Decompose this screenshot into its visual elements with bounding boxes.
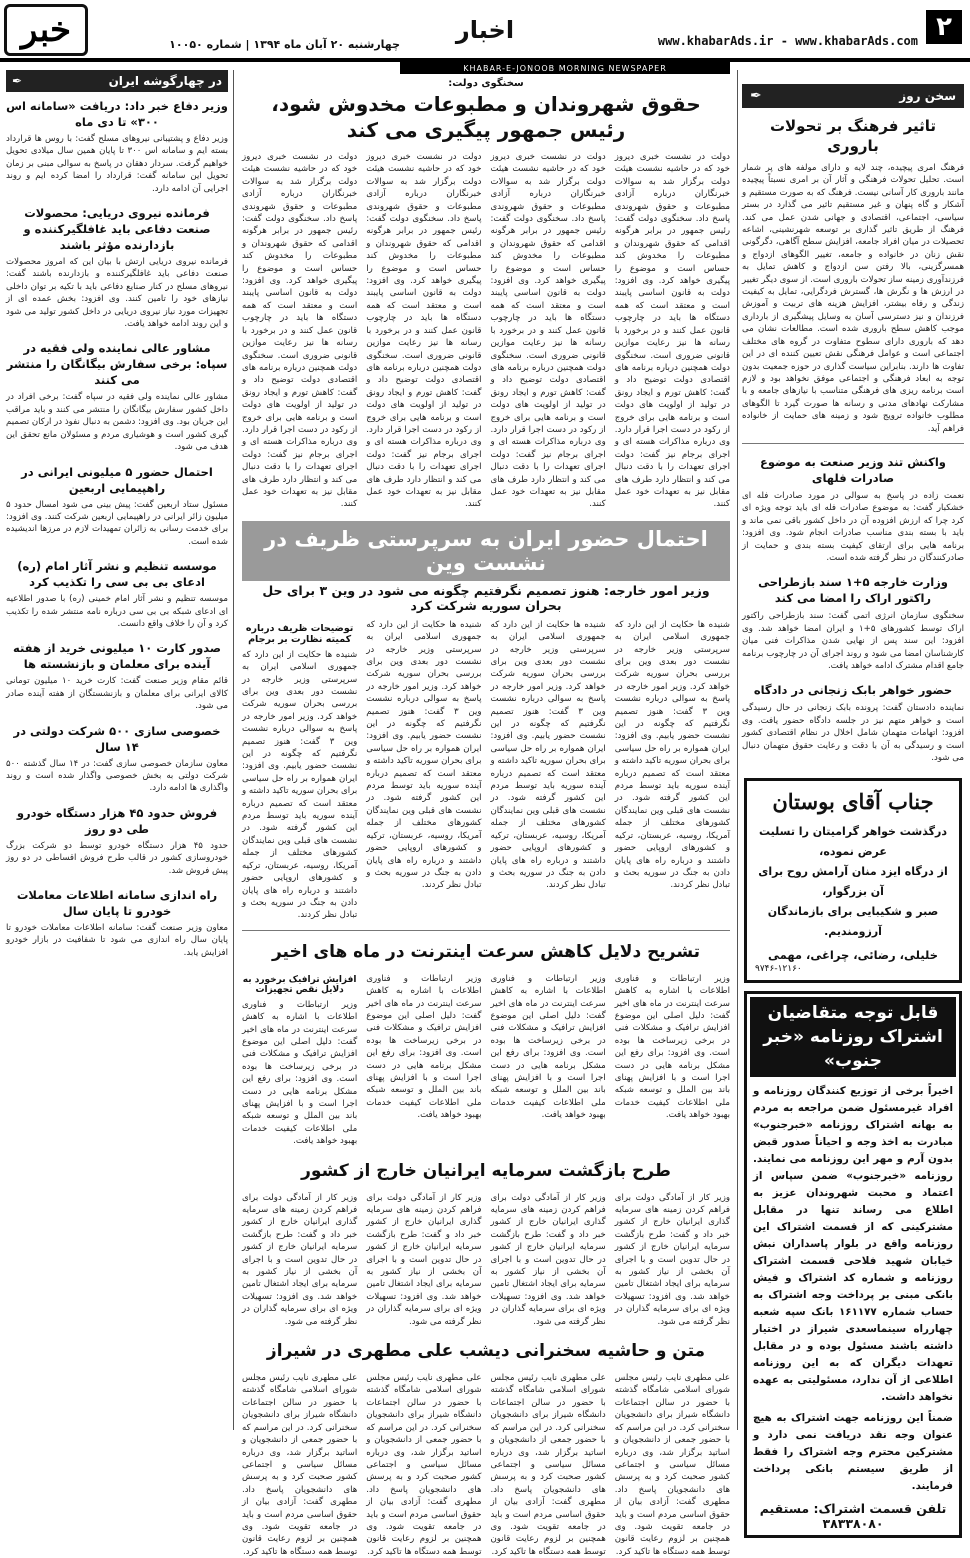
main-headline: حقوق شهروندان و مطبوعات مخدوش شود، رئیس جمهور پیگیری می کند (271, 92, 701, 142)
news-body: حدود ۴۵ هزار دستگاه خودرو توسط دو شرکت بزرگ خودروسازی کشور در قالب طرح فروش اقساطی در دو روز پیش فروش شد. (6, 840, 228, 876)
divider (742, 443, 964, 444)
subscription-ad-phone: تلفن قسمت اشتراک: مستقیم ۳۸۳۳۸۰۸۰ (759, 1501, 947, 1532)
english-band: KHABAR-E-JONOOB MORNING NEWSPAPER (400, 62, 730, 74)
iran-news-tab-label: در چهارگوشه ایران (108, 74, 222, 88)
vienna-story-text: شنیده ها حکایت از این دارد که جمهوری اسلامی ایران به سرپرستی وزیر خارجه در نشست دور بعدی وین برای بررسی بحران سوریه شرکت خواهد کرد. وزیر امور خارجه در پاسخ به سوالی درباره نشست وین ۳ گفت: هنوز تصمیم نگرفتیم که چگونه در این نشست حضور یابیم. وی افزود: ایران همواره بر راه حل سیاسی برای بحران سوریه تاکید داشته و معتقد است که تصمیم درباره آینده سوریه باید توسط مردم این کشور گرفته شود. در نشست های قبلی وین نمایندگان کشورهای مختلف از جمله آمریکا، روسیه، عربستان، ترکیه و کشورهای اروپایی حضور داشتند و درباره راه های پایان دادن به جنگ در سوریه بحث و تبادل نظر کردند. (242, 649, 358, 921)
left-column (6, 70, 228, 1430)
main-story-text: دولت در نشست خبری دیروز خود که در حاشیه نشست هیئت دولت برگزار شد به سوالات خبرنگاران درباره آزادی مطبوعات و حقوق شهروندی پاسخ داد. سخنگوی دولت گفت: رئیس جمهور در برابر هرگونه اقدامی که حقوق شهروندان و مطبوعات را مخدوش کند حساس است و موضوع را پیگیری خواهد کرد. وی افزود: دولت به قانون اساسی پایبند است و معتقد است که همه دستگاه ها باید در چارچوب قانون عمل کنند و در برخورد با رسانه ها نیز رعایت موازین قانونی ضروری است. سخنگوی دولت همچنین درباره برنامه های اقتصادی دولت توضیح داد و گفت: کاهش تورم و ایجاد رونق در تولید از اولویت های دولت است و برنامه هایی برای خروج از رکود در دست اجرا قرار دارد. وی درباره مذاکرات هسته ای و اجرای برجام نیز گفت: دولت اجرای تعهدات را با دقت دنبال می کند و انتظار دارد طرف های مقابل نیز به تعهدات خود عمل کنند. (242, 152, 358, 510)
news-headline: مشاور عالی نماینده ولی فقیه در سپاه: برخی سفارش بیگانگان را منتشر می کنند (6, 341, 228, 388)
main-story-text: دولت در نشست خبری دیروز خود که در حاشیه نشست هیئت دولت برگزار شد به سوالات خبرنگاران درباره آزادی مطبوعات و حقوق شهروندی پاسخ داد. سخنگوی دولت گفت: رئیس جمهور در برابر هرگونه اقدامی که حقوق شهروندان و مطبوعات را مخدوش کند حساس است و موضوع را پیگیری خواهد کرد. وی افزود: دولت به قانون اساسی پایبند است و معتقد است که همه دستگاه ها باید در چارچوب قانون عمل کنند و در برخورد با رسانه ها نیز رعایت موازین قانونی ضروری است. سخنگوی دولت همچنین درباره برنامه های اقتصادی دولت توضیح داد و گفت: کاهش تورم و ایجاد رونق در تولید از اولویت های دولت است و برنامه هایی برای خروج از رکود در دست اجرا قرار دارد. وی درباره مذاکرات هسته ای و اجرای برجام نیز گفت: دولت اجرای تعهدات را با دقت دنبال می کند و انتظار دارد طرف های مقابل نیز به تعهدات خود عمل کنند. (490, 152, 606, 510)
condolence-title: جناب آقای بوستان (772, 789, 934, 815)
vienna-story-text: شنیده ها حکایت از این دارد که جمهوری اسلامی ایران به سرپرستی وزیر خارجه در نشست دور بعدی وین برای بررسی بحران سوریه شرکت خواهد کرد. وزیر امور خارجه در پاسخ به سوالی درباره نشست وین ۳ گفت: هنوز تصمیم نگرفتیم که چگونه در این نشست حضور یابیم. وی افزود: ایران همواره بر راه حل سیاسی برای بحران سوریه تاکید داشته و معتقد است که تصمیم درباره آینده سوریه باید توسط مردم این کشور گرفته شود. در نشست های قبلی وین نمایندگان کشورهای مختلف از جمله آمریکا، روسیه، عربستان، ترکیه و کشورهای اروپایی حضور داشتند و درباره راه های پایان دادن به جنگ در سوریه بحث و تبادل نظر کردند. (366, 619, 482, 891)
shiraz-story-text: علی مطهری نایب رئیس مجلس شورای اسلامی شامگاه گذشته با حضور در سالن اجتماعات دانشگاه شیراز برای دانشجویان سخنرانی کرد. در این مراسم که با حضور جمعی از دانشجویان و اساتید برگزار شد، وی درباره مسائل سیاسی و اجتماعی کشور صحبت کرد و به پرسش های دانشجویان پاسخ داد. مطهری گفت: آزادی بیان از حقوق اساسی مردم است و باید در جامعه تقویت شود. وی همچنین بر لزوم رعایت قانون توسط همه دستگاه ها تاکید کرد. (366, 1373, 482, 1557)
pen-icon: ✒ (750, 88, 762, 104)
news-body: معاون سازمان خصوصی سازی گفت: در ۱۴ سال گذشته ۵۰۰ شرکت دولتی به بخش خصوصی واگذار شده است و روند واگذاری ها ادامه دارد. (6, 758, 228, 794)
news-headline: واکنش تند وزیر صنعت به موضوع صادرات فلهای (760, 454, 946, 485)
condolence-signers: خلیلی، رضائی، چراغی، مهمی (767, 948, 939, 963)
page-number: ۲ (926, 10, 962, 44)
internet-story-text: وزیر ارتباطات و فناوری اطلاعات با اشاره به کاهش سرعت اینترنت در ماه های اخیر گفت: دلیل اصلی این موضوع افزایش ترافیک و مشکلات فنی در برخی زیرساخت ها بوده است. وی افزود: برای رفع این مشکل برنامه هایی در دست اجرا است و با افزایش پهنای باند بین الملل و توسعه شبکه ملی اطلاعات کیفیت خدمات بهبود خواهد یافت. (366, 973, 482, 1121)
subscription-ad-title: قابل توجه متقاضیان (767, 1003, 939, 1024)
news-headline: حضور خواهر بابک زنجانی در دادگاه (753, 683, 953, 698)
vienna-banner: احتمال حضور ایران به سرپرستی ظریف در نشست وین (242, 521, 730, 581)
capital-story-columns (242, 1192, 730, 1328)
editorial-headline: تاثیر فرهنگ بر تحولات باروری (769, 117, 937, 155)
news-body: نعمت زاده در پاسخ به سوالی در مورد صادرات فله ای خشکبار گفت: به موضوع صادرات فله ای باید توجه ویژه ای کرد چرا که ارزش افزوده آن در داخل کشور باقی نمی ماند و باید با بسته بندی مناسب صادرات انجام شود. وی افزود: برنامه هایی برای ارتقای کیفیت بسته بندی و حمایت از صادرکنندگان در نظر گرفته شده است. (742, 490, 964, 563)
news-headline: موسسه تنظیم و نشر آثار امام (ره) ادعای بی بی سی را تکذیب کرد (17, 559, 217, 590)
editorial-tab (742, 84, 964, 108)
logo-text: خبر (4, 4, 88, 56)
shiraz-story-text: علی مطهری نایب رئیس مجلس شورای اسلامی شامگاه گذشته با حضور در سالن اجتماعات دانشگاه شیراز برای دانشجویان سخنرانی کرد. در این مراسم که با حضور جمعی از دانشجویان و اساتید برگزار شد، وی درباره مسائل سیاسی و اجتماعی کشور صحبت کرد و به پرسش های دانشجویان پاسخ داد. مطهری گفت: آزادی بیان از حقوق اساسی مردم است و باید در جامعه تقویت شود. وی همچنین بر لزوم رعایت قانون توسط همه دستگاه ها تاکید کرد. (242, 1373, 358, 1557)
website-url[interactable]: www.khabarAds.ir - www.khabarAds.com (657, 34, 918, 48)
news-body: قائم مقام وزیر صنعت گفت: کارت خرید ۱۰ میلیون تومانی کالای ایرانی برای معلمان و بازنشستگان از هفته آینده صادر می شود. (6, 676, 228, 712)
capital-story-text: وزیر کار از آمادگی دولت برای فراهم کردن زمینه های سرمایه گذاری ایرانیان خارج از کشور خبر داد و گفت: طرح بازگشت سرمایه ایرانیان خارج از کشور در حال تدوین است و با اجرای آن بخشی از نیاز کشور به سرمایه برای ایجاد اشتغال تامین خواهد شد. وی افزود: تسهیلات ویژه ای برای سرمایه گذاران در نظر گرفته می شود. (366, 1192, 482, 1327)
internet-story-text: وزیر ارتباطات و فناوری اطلاعات با اشاره به کاهش سرعت اینترنت در ماه های اخیر گفت: دلیل اصلی این موضوع افزایش ترافیک و مشکلات فنی در برخی زیرساخت ها بوده است. وی افزود: برای رفع این مشکل برنامه هایی در دست اجرا است و با افزایش پهنای باند بین الملل و توسعه شبکه ملی اطلاعات کیفیت خدمات بهبود خواهد یافت. (490, 973, 606, 1121)
right-column (742, 70, 964, 1532)
capital-story-text: وزیر کار از آمادگی دولت برای فراهم کردن زمینه های سرمایه گذاری ایرانیان خارج از کشور خبر داد و گفت: طرح بازگشت سرمایه ایرانیان خارج از کشور در حال تدوین است و با اجرای آن بخشی از نیاز کشور به سرمایه برای ایجاد اشتغال تامین خواهد شد. وی افزود: تسهیلات ویژه ای برای سرمایه گذاران در نظر گرفته می شود. (614, 1192, 730, 1327)
column-divider (737, 70, 738, 1430)
story-kicker: سخنگوی دولت: (448, 78, 524, 89)
divider (242, 930, 730, 931)
internet-story-columns (242, 973, 730, 1148)
internet-story-text: وزیر ارتباطات و فناوری اطلاعات با اشاره به کاهش سرعت اینترنت در ماه های اخیر گفت: دلیل اصلی این موضوع افزایش ترافیک و مشکلات فنی در برخی زیرساخت ها بوده است. وی افزود: برای رفع این مشکل برنامه هایی در دست اجرا است و با افزایش پهنای باند بین الملل و توسعه شبکه ملی اطلاعات کیفیت خدمات بهبود خواهد یافت. (242, 999, 358, 1147)
subscription-ad-header (750, 997, 956, 1077)
news-body: معاون وزیر صنعت گفت: سامانه اطلاعات معاملات خودرو تا پایان سال راه اندازی می شود تا شفافیت در بازار خودرو افزایش یابد. (6, 923, 228, 958)
main-story-text: دولت در نشست خبری دیروز خود که در حاشیه نشست هیئت دولت برگزار شد به سوالات خبرنگاران درباره آزادی مطبوعات و حقوق شهروندی پاسخ داد. سخنگوی دولت گفت: رئیس جمهور در برابر هرگونه اقدامی که حقوق شهروندان و مطبوعات را مخدوش کند حساس است و موضوع را پیگیری خواهد کرد. وی افزود: دولت به قانون اساسی پایبند است و معتقد است که همه دستگاه ها باید در چارچوب قانون عمل کنند و در برخورد با رسانه ها نیز رعایت موازین قانونی ضروری است. سخنگوی دولت همچنین درباره برنامه های اقتصادی دولت توضیح داد و گفت: کاهش تورم و ایجاد رونق در تولید از اولویت های دولت است و برنامه هایی برای خروج از رکود در دست اجرا قرار دارد. وی درباره مذاکرات هسته ای و اجرای برجام نیز گفت: دولت اجرای تعهدات را با دقت دنبال می کند و انتظار دارد طرف های مقابل نیز به تعهدات خود عمل کنند. (366, 152, 482, 510)
vienna-story-text: شنیده ها حکایت از این دارد که جمهوری اسلامی ایران به سرپرستی وزیر خارجه در نشست دور بعدی وین برای بررسی بحران سوریه شرکت خواهد کرد. وزیر امور خارجه در پاسخ به سوالی درباره نشست وین ۳ گفت: هنوز تصمیم نگرفتیم که چگونه در این نشست حضور یابیم. وی افزود: ایران همواره بر راه حل سیاسی برای بحران سوریه تاکید داشته و معتقد است که تصمیم درباره آینده سوریه باید توسط مردم این کشور گرفته شود. در نشست های قبلی وین نمایندگان کشورهای مختلف از جمله آمریکا، روسیه، عربستان، ترکیه و کشورهای اروپایی حضور داشتند و درباره راه های پایان دادن به جنگ در سوریه بحث و تبادل نظر کردند. (614, 619, 730, 891)
internet-subsection-title: افزایش ترافیک برخورد به دلایل نقص تجهیزات (242, 974, 357, 995)
pen-icon: ✒ (12, 74, 23, 88)
subscription-ad (744, 991, 962, 1538)
news-headline: احتمال حضور ۵ میلیونی ایرانی در راهپیمایی اربعین (21, 464, 213, 495)
masthead (0, 0, 970, 60)
news-body: سخنگوی سازمان انرژی اتمی گفت: سند بازطراحی راکتور اراک توسط کشورهای ۵+۱ و ایران امضا خواهد شد. وی افزود: این سند پس از نهایی شدن مذاکرات فنی میان کارشناسان امضا می شود و روند اجرای آن در چارچوب برنامه جامع اقدام مشترک ادامه خواهد یافت. (742, 611, 964, 671)
editorial-body: فرهنگ امری پیچیده، چند لایه و دارای مولفه های پر شمار است. تحلیل تحولات فرهنگی و آثار آن بر امری نسبتاً پیچیده مانند باروری کار آسانی نیست. فرهنگ که به صورت مستقیم و آشکار و گاه پنهان و غیر مستقیم تاثیر می گذارد در بستر سیاسی، اجتماعی، اقتصادی و جهانی شدن عمل می کند. فرهنگ از طریق تاثیر گذاری بر توسعه شهرنشینی، اشاعه تحصیلات در میان افراد جامعه، افزایش سطح آگاهی، دگرگونی نقش زنان در خانواده و جامعه، تغییر الگوهای ازدواج و همسرگزینی، بالا رفتن سن ازدواج و کاهش تمایل به فرزندآوری زمینه ساز تحولات باروری است. از سوی دیگر تغییر در ارزش ها و نگرش ها، گسترش فردگرایی، تمایل به کیفیت زندگی و رفاه بیشتر، افزایش هزینه های تربیت و آموزش فرزندان و نیز دسترسی آسان به وسایل پیشگیری از بارداری موجب کاهش سطح باروری شده است. مطالعات نشان می دهد که باروری دارای سطوح متفاوت در گروه های مختلف اجتماعی است و عوامل فرهنگی نقش تعیین کننده ای در این تفاوت ها دارند. بنابراین سیاست گذاری در حوزه جمعیت بدون توجه به ابعاد فرهنگی و اجتماعی موفق نخواهد بود و لازم است برنامه ریزی های فرهنگی متناسب با نیازهای جامعه و با مشارکت نهادهای مدنی و رسانه ها صورت گیرد تا الگوهای مطلوب خانواده ترویج شود و زمینه های حمایت از خانواده فراهم آید. (742, 163, 964, 434)
news-body: موسسه تنظیم و نشر آثار امام خمینی (ره) با صدور اطلاعیه ای ادعای شبکه بی بی سی درباره نامه منتشر شده را تکذیب کرد و آن را خلاف واقع دانست. (6, 594, 228, 629)
section-title: اخبار (455, 16, 515, 44)
issue-line: چهارشنبه ۲۰ آبان ماه ۱۳۹۴ | شماره ۱۰۰۵۰ (169, 38, 400, 51)
vienna-subsection-title: توضیحات ظریف درباره کمیته نظارت بر برجام (245, 622, 354, 645)
news-headline: فرمانده نیروی دریایی: محصولات صنعت دفاعی باید غافلگیرکننده و بازدارنده مؤثر باشند (23, 206, 211, 253)
capital-headline: طرح بازگشت سرمایه ایرانیان خارج از کشور (301, 1160, 671, 1181)
shiraz-story-columns (242, 1372, 730, 1558)
news-headline: وزیر دفاع خبر داد: دریافت «سامانه اس ۳۰۰» تا دی ماه (6, 99, 228, 129)
news-body: مشاور عالی نماینده ولی فقیه در سپاه گفت: برخی افراد در داخل کشور سفارش بیگانگان را منتشر می کنند و باید مراقب این جریان بود. وی افزود: دشمن به دنبال نفوذ در ارکان تصمیم گیری کشور است و هوشیاری مردم و مسئولان مانع تحقق این هدف می شود. (6, 392, 228, 453)
subscription-ad-subtitle: اشتراک روزنامه «خبر جنوب» (763, 1027, 943, 1072)
internet-story-text: وزیر ارتباطات و فناوری اطلاعات با اشاره به کاهش سرعت اینترنت در ماه های اخیر گفت: دلیل اصلی این موضوع افزایش ترافیک و مشکلات فنی در برخی زیرساخت ها بوده است. وی افزود: برای رفع این مشکل برنامه هایی در دست اجرا است و با افزایش پهنای باند بین الملل و توسعه شبکه ملی اطلاعات کیفیت خدمات بهبود خواهد یافت. (614, 973, 730, 1121)
vienna-story-columns (242, 619, 730, 922)
condolence-line: صبر و شکیبایی برای بازماندگان آرزومندیم. (767, 905, 939, 939)
news-body: فرمانده نیروی دریایی ارتش با بیان این که امروز محصولات صنعت دفاعی باید غافلگیرکننده و بازدارنده باشند گفت: نیروهای مسلح در کنار صنایع دفاعی باید با تکیه بر توان داخلی نیازهای خود را تامین کنند. وی افزود: بخش عمده ای از تجهیزات مورد نیاز نیروی دریایی در داخل کشور تولید می شود و این روند ادامه خواهد یافت. (6, 257, 228, 330)
column-divider (233, 70, 234, 1430)
news-body: نماینده دادستان گفت: پرونده بابک زنجانی در حال رسیدگی است و خواهر متهم نیز در جلسه دادگاه حضور یافت. وی افزود: اتهامات متهمان شامل اخلال در نظام اقتصادی کشور است و رسیدگی به آن با دقت و رعایت حقوق متهمان دنبال می شود. (742, 703, 964, 764)
news-headline: راه اندازی سامانه اطلاعات معاملات خودرو تا پایان سال (16, 888, 218, 918)
news-headline: خصوصی سازی ۵۰۰ شرکت دولتی در ۱۴ سال (13, 723, 221, 754)
condolence-line: درگذشت خواهر گرامیتان را تسلیت عرض نموده، (759, 825, 947, 859)
newspaper-logo (4, 4, 88, 56)
subscription-ad-note: ضمناً این روزنامه جهت اشتراک به هیچ عنوان وجه نقد دریافت نمی دارد و مشترکین محترم وجه اشتراک را فقط از طریق سیستم بانکی پرداخت فرمایند. (753, 1412, 953, 1493)
ad-code: ۹۷۴۶-۱۲۱۶۰ (755, 964, 802, 975)
editorial-tab-label: سخن روز (899, 89, 956, 103)
middle-column (242, 70, 730, 1557)
iran-news-tab (6, 70, 228, 92)
capital-story-text: وزیر کار از آمادگی دولت برای فراهم کردن زمینه های سرمایه گذاری ایرانیان خارج از کشور خبر داد و گفت: طرح بازگشت سرمایه ایرانیان خارج از کشور در حال تدوین است و با اجرای آن بخشی از نیاز کشور به سرمایه برای ایجاد اشتغال تامین خواهد شد. وی افزود: تسهیلات ویژه ای برای سرمایه گذاران در نظر گرفته می شود. (490, 1192, 606, 1327)
shiraz-story-text: علی مطهری نایب رئیس مجلس شورای اسلامی شامگاه گذشته با حضور در سالن اجتماعات دانشگاه شیراز برای دانشجویان سخنرانی کرد. در این مراسم که با حضور جمعی از دانشجویان و اساتید برگزار شد، وی درباره مسائل سیاسی و اجتماعی کشور صحبت کرد و به پرسش های دانشجویان پاسخ داد. مطهری گفت: آزادی بیان از حقوق اساسی مردم است و باید در جامعه تقویت شود. وی همچنین بر لزوم رعایت قانون توسط همه دستگاه ها تاکید کرد. (490, 1373, 606, 1557)
news-body: وزیر دفاع و پشتیبانی نیروهای مسلح گفت: با روس ها قرارداد بسته ایم و سامانه اس ۳۰۰ تا پایان همین سال میلادی تحویل خواهیم گرفت. سردار دهقان در پاسخ به سوالی مبنی بر زمان تحویل این سامانه گفت: قرارداد را امضا کرده ایم و روند اجرایی آن ادامه دارد. (6, 134, 228, 194)
subscription-ad-body: اخیراً برخی از توزیع کنندگان روزنامه و افراد غیرمسئول ضمن مراجعه به مردم به بهانه اشتراک روزنامه «خبرجنوب» مبادرت به اخذ وجه و احیاناً صدور قبض بدون آرم و مهر این روزنامه می نمایند. روزنامه «خبرجنوب» ضمن سپاس از اعتماد و محبت شهروندان عزیز به اطلاع می رساند تنها در مقابل مشترکینی که از قسمت اشتراک این روزنامه واقع در بلوار پاسداران نبش خیابان شهید فلاحی قسمت اشتراک روزنامه و شماره کد اشتراک و فیش بانکی مبنی بر پرداخت وجه اشتراک به حساب شماره ۱۶۱۱۷۷ بانک سپه شعبه چهارراه سینماسعدی شیراز در اختیار داشته باشند مسئول بوده و در مقابل تعهدات دیگران که به این روزنامه اطلاعی از آن ندارد، مسئولیتی به عهده نخواهد داشت. (753, 1085, 953, 1404)
news-headline: وزارت خارجه ۵+۱ سند بازطراحی راکتور اراک را امضا می کند (758, 575, 948, 606)
capital-story-text: وزیر کار از آمادگی دولت برای فراهم کردن زمینه های سرمایه گذاری ایرانیان خارج از کشور خبر داد و گفت: طرح بازگشت سرمایه ایرانیان خارج از کشور در حال تدوین است و با اجرای آن بخشی از نیاز کشور به سرمایه برای ایجاد اشتغال تامین خواهد شد. وی افزود: تسهیلات ویژه ای برای سرمایه گذاران در نظر گرفته می شود. (242, 1192, 358, 1327)
internet-headline: تشریح دلایل کاهش سرعت اینترنت در ماه های اخیر (271, 941, 700, 962)
news-body: مسئول ستاد اربعین گفت: پیش بینی می شود امسال حدود ۵ میلیون زائر ایرانی در راهپیمایی اربعین شرکت کنند. وی افزود: برای خدمت رسانی به زائران تمهیدات لازم در مرزها اندیشیده شده است. (6, 499, 228, 547)
news-headline: فروش حدود ۴۵ هزار دستگاه خودرو طی دو روز (16, 805, 218, 836)
vienna-story-text: شنیده ها حکایت از این دارد که جمهوری اسلامی ایران به سرپرستی وزیر خارجه در نشست دور بعدی وین برای بررسی بحران سوریه شرکت خواهد کرد. وزیر امور خارجه در پاسخ به سوالی درباره نشست وین ۳ گفت: هنوز تصمیم نگرفتیم که چگونه در این نشست حضور یابیم. وی افزود: ایران همواره بر راه حل سیاسی برای بحران سوریه تاکید داشته و معتقد است که تصمیم درباره آینده سوریه باید توسط مردم این کشور گرفته شود. در نشست های قبلی وین نمایندگان کشورهای مختلف از جمله آمریکا، روسیه، عربستان، ترکیه و کشورهای اروپایی حضور داشتند و درباره راه های پایان دادن به جنگ در سوریه بحث و تبادل نظر کردند. (490, 619, 606, 891)
main-story-text: دولت در نشست خبری دیروز خود که در حاشیه نشست هیئت دولت برگزار شد به سوالات خبرنگاران درباره آزادی مطبوعات و حقوق شهروندی پاسخ داد. سخنگوی دولت گفت: رئیس جمهور در برابر هرگونه اقدامی که حقوق شهروندان و مطبوعات را مخدوش کند حساس است و موضوع را پیگیری خواهد کرد. وی افزود: دولت به قانون اساسی پایبند است و معتقد است که همه دستگاه ها باید در چارچوب قانون عمل کنند و در برخورد با رسانه ها نیز رعایت موازین قانونی ضروری است. سخنگوی دولت همچنین درباره برنامه های اقتصادی دولت توضیح داد و گفت: کاهش تورم و ایجاد رونق در تولید از اولویت های دولت است و برنامه هایی برای خروج از رکود در دست اجرا قرار دارد. وی درباره مذاکرات هسته ای و اجرای برجام نیز گفت: دولت اجرای تعهدات را با دقت دنبال می کند و انتظار دارد طرف های مقابل نیز به تعهدات خود عمل کنند. (614, 152, 730, 510)
condolence-ad (744, 778, 962, 983)
shiraz-headline: متن و حاشیه سخنرانی دیشب علی مطهری در شیراز (266, 1341, 706, 1362)
shiraz-story-text: علی مطهری نایب رئیس مجلس شورای اسلامی شامگاه گذشته با حضور در سالن اجتماعات دانشگاه شیراز برای دانشجویان سخنرانی کرد. در این مراسم که با حضور جمعی از دانشجویان و اساتید برگزار شد، وی درباره مسائل سیاسی و اجتماعی کشور صحبت کرد و به پرسش های دانشجویان پاسخ داد. مطهری گفت: آزادی بیان از حقوق اساسی مردم است و باید در جامعه تقویت شود. وی همچنین بر لزوم رعایت قانون توسط همه دستگاه ها تاکید کرد. (614, 1373, 730, 1557)
vienna-subheadline: وزیر امور خارجه: هنوز تصمیم نگرفتیم چگونه می شود در وین ۳ برای حل بحران سوریه شرکت کرد (262, 582, 710, 613)
news-headline: صدور کارت ۱۰ میلیونی خرید از هفته آینده برای معلمان و بازنشسته ها (12, 641, 222, 672)
condolence-line: از درگاه ایزد منان آرامش روح برای آن بزرگوار، (758, 865, 948, 899)
main-story-columns (242, 151, 730, 511)
